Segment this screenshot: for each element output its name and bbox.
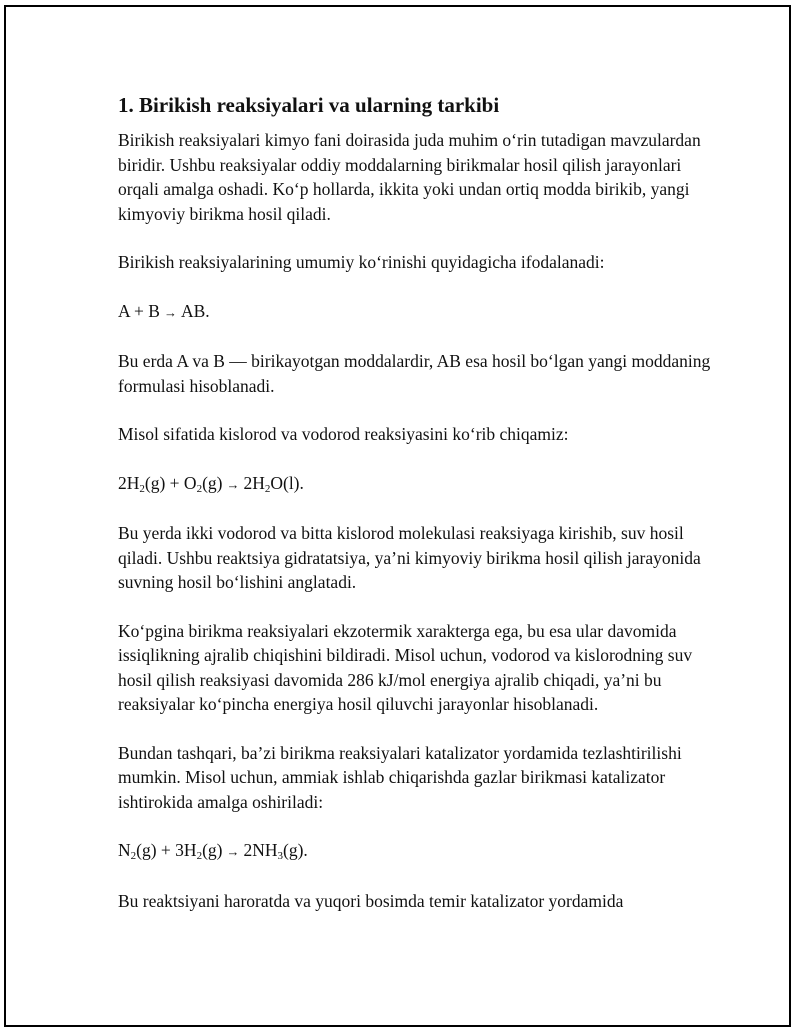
reaction-arrow: → (226, 844, 240, 859)
formula-term: (g) + 3H (136, 840, 197, 860)
paragraph-intro: Birikish reaksiyalari kimyo fani doirasida juda muhim o‘rin tutadigan mavzulardan biridir. Ushbu reaksiyalar oddiy moddalarning birikmalar hosil qilish jarayonlari orqali amalga oshadi. Ko‘p hollarda, ikkita yoki undan ortiq modda birikib, yangi kimyoviy birikma hosil qiladi. (118, 130, 701, 224)
formula-subscript: 2 (196, 850, 203, 862)
paragraph-example-intro: Misol sifatida kislorod va vodorod reaksiyasini ko‘rib chiqamiz: (118, 424, 569, 444)
paragraph-conditions: Bu reaktsiyani haroratda va yuqori bosimda temir katalizator yordamida (118, 890, 624, 911)
paragraph-general-form: Birikish reaksiyalarining umumiy ko‘rinishi quyidagicha ifodalanadi: (118, 252, 605, 272)
paragraph-explanation: Bu erda A va B — birikayotgan moddalardir, AB esa hosil bo‘lgan yangi moddaning formulasi hisoblanadi. (118, 351, 711, 396)
section-heading: 1. Birikish reaksiyalari va ularning tarkibi (118, 93, 500, 117)
formula-general-rhs: AB. (180, 300, 210, 321)
formula-term: (g) + O (144, 472, 197, 493)
formula-term: N (118, 840, 131, 860)
reaction-arrow: → (163, 304, 177, 320)
formula-term: O(l). (270, 472, 304, 493)
formula-term: 2H (243, 472, 265, 493)
formula-subscript: 2 (264, 482, 271, 495)
paragraph-catalyst: Bundan tashqari, ba’zi birikma reaksiyalari katalizator yordamida tezlashtirilishi mumkin. Misol uchun, ammiak ishlab chiqarishda gazlar birikmasi katalizator ishtirokida amalga oshiriladi: (118, 742, 682, 812)
formula-general (118, 299, 718, 326)
formula-water (118, 471, 718, 498)
formula-general-lhs: A + B (118, 300, 160, 321)
formula-term: (g) (202, 840, 223, 860)
paragraph-exothermic: Ko‘pgina birikma reaksiyalari ekzotermik xarakterga ega, bu esa ular davomida issiqlikning ajralib chiqishini bildiradi. Misol uchun, vodorod va kislorodning suv hosil qilish reaksiyasi davomida 286 kJ/mol energiya ajralib chiqadi, ya’ni bu reaksiyalar ko‘pincha energiya hosil qiluvchi jarayonlar hisoblanadi. (118, 620, 693, 714)
formula-term: (g) (202, 472, 223, 493)
formula-subscript: 2 (196, 482, 203, 495)
formula-subscript: 2 (130, 850, 137, 862)
paragraph-water-explanation: Bu yerda ikki vodorod va bitta kislorod molekulasi reaksiyaga kirishib, suv hosil qiladi. Ushbu reaktsiya gidratatsiya, ya’ni kimyoviy birikma hosil qilish jarayonida suvning hosil bo‘lishini anglatadi. (118, 523, 701, 592)
formula-term: (g). (283, 840, 308, 860)
formula-term: 2NH (243, 840, 278, 860)
formula-subscript: 2 (139, 482, 145, 495)
formula-subscript: 3 (277, 850, 283, 862)
formula-term: 2H (118, 472, 140, 493)
formula-ammonia (118, 838, 718, 865)
document-body (118, 90, 718, 937)
reaction-arrow: → (226, 476, 240, 492)
